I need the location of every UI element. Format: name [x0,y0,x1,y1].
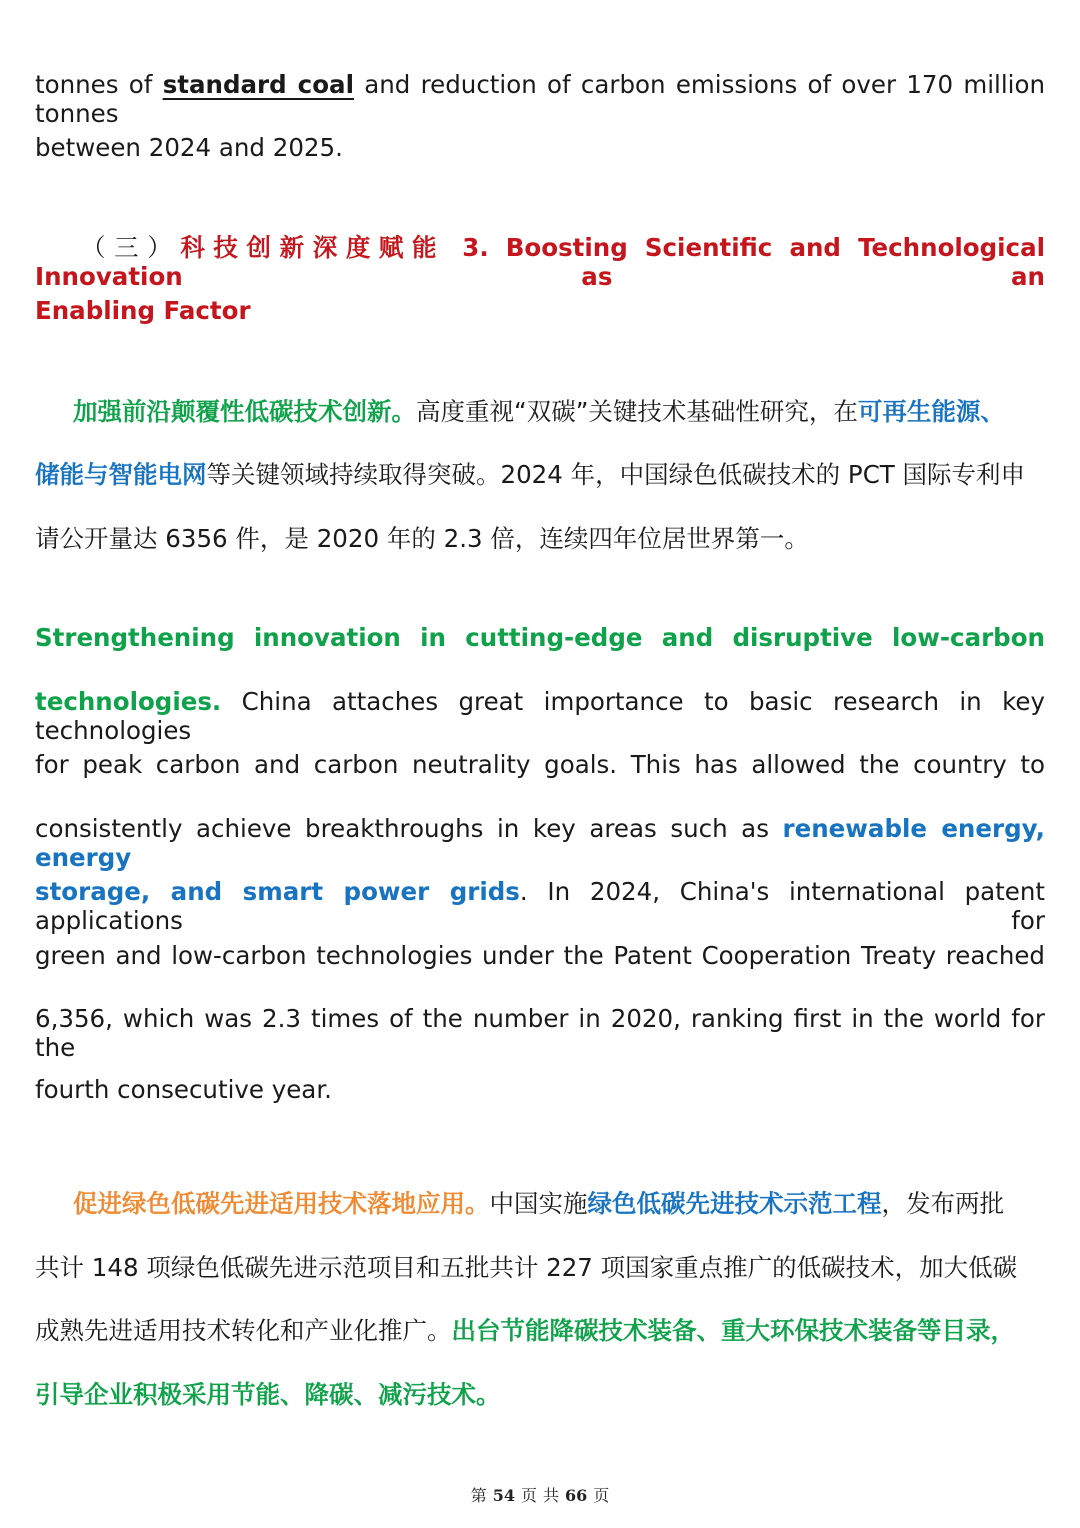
underlined-term: standard coal [162,70,354,99]
text-run: . In 2024, China's international patent applications for [35,877,1045,936]
paragraph-line: 6,356, which was 2.3 times of the number in 2020, ranking first in the world for the [35,1004,1045,1063]
paragraph-line [73,397,1005,426]
highlight-term: storage, and smart power grids [35,877,520,906]
text-run: 中国实施 [489,1189,588,1218]
key-point: 出台节能降碳技术装备、重大环保技术装备等目录， [451,1316,1015,1345]
paragraph-line: 共计 148 项绿色低碳先进示范项目和五批共计 227 项国家重点推广的低碳技术，加大低碳 [35,1253,1018,1282]
paragraph-line [35,687,1045,746]
key-point: 促进绿色低碳先进适用技术落地应用。 [73,1189,490,1218]
key-point: 加强前沿颠覆性低碳技术创新。 [73,397,416,426]
text-run: tonnes of [35,70,163,99]
paragraph-line [35,1316,1015,1345]
section-heading [35,233,1046,292]
paragraph-line: 请公开量达 6356 件，是 2020 年的 2.3 倍，连续四年位居世界第一。 [35,524,809,553]
footer-label: 第 [470,1486,487,1505]
page-number: 54 [492,1486,515,1505]
key-point-line: Strengthening innovation in cutting-edge and disruptive low-carbon [35,623,1045,652]
footer-label: 页 [593,1486,610,1505]
total-pages: 66 [565,1486,588,1505]
heading-en-continued: Enabling Factor [35,296,251,325]
heading-en: 3. Boosting Scientific and Technological Innovation as an [35,233,1046,292]
highlight-term: 绿色低碳先进技术示范工程 [587,1189,882,1218]
paragraph-line [35,814,1045,873]
key-point-line: 引导企业积极采用节能、降碳、减污技术。 [35,1380,501,1409]
paragraph-line [35,877,1045,936]
text-run: 成熟先进适用技术转化和产业化推广。 [35,1316,452,1345]
highlight-term: 可再生能源、 [857,397,1005,426]
paragraph-line: green and low-carbon technologies under the Patent Cooperation Treaty reached [35,941,1045,970]
text-run: China attaches great importance to basic research in key technologies [35,687,1045,746]
text-run: and reduction of carbon emissions of over 170 million tonnes [35,70,1045,129]
key-point: technologies. [35,687,222,716]
paragraph-line: for peak carbon and carbon neutrality goals. This has allowed the country to [35,750,1045,779]
paragraph-line [35,460,1025,489]
heading-cn: 科技创新深度赋能 [180,233,446,262]
paragraph-line: fourth consecutive year. [35,1075,332,1104]
heading-number: （三） [81,233,181,262]
paragraph-line [35,70,1045,129]
page-footer [0,1483,1080,1506]
footer-label: 页 [520,1486,537,1505]
footer-label: 共 [543,1486,560,1505]
text-run: 高度重视“双碳”关键技术基础性研究，在 [416,397,858,426]
highlight-term: 储能与智能电网 [35,460,207,489]
text-run: 等关键领域持续取得突破。2024 年，中国绿色低碳技术的 PCT 国际专利申 [206,460,1026,489]
text-run: ，发布两批 [881,1189,1004,1218]
highlight-term: renewable energy, energy [35,814,1045,873]
paragraph-line: between 2024 and 2025. [35,133,343,162]
paragraph-line [73,1189,1004,1218]
text-run: consistently achieve breakthroughs in key areas such as [35,814,783,843]
